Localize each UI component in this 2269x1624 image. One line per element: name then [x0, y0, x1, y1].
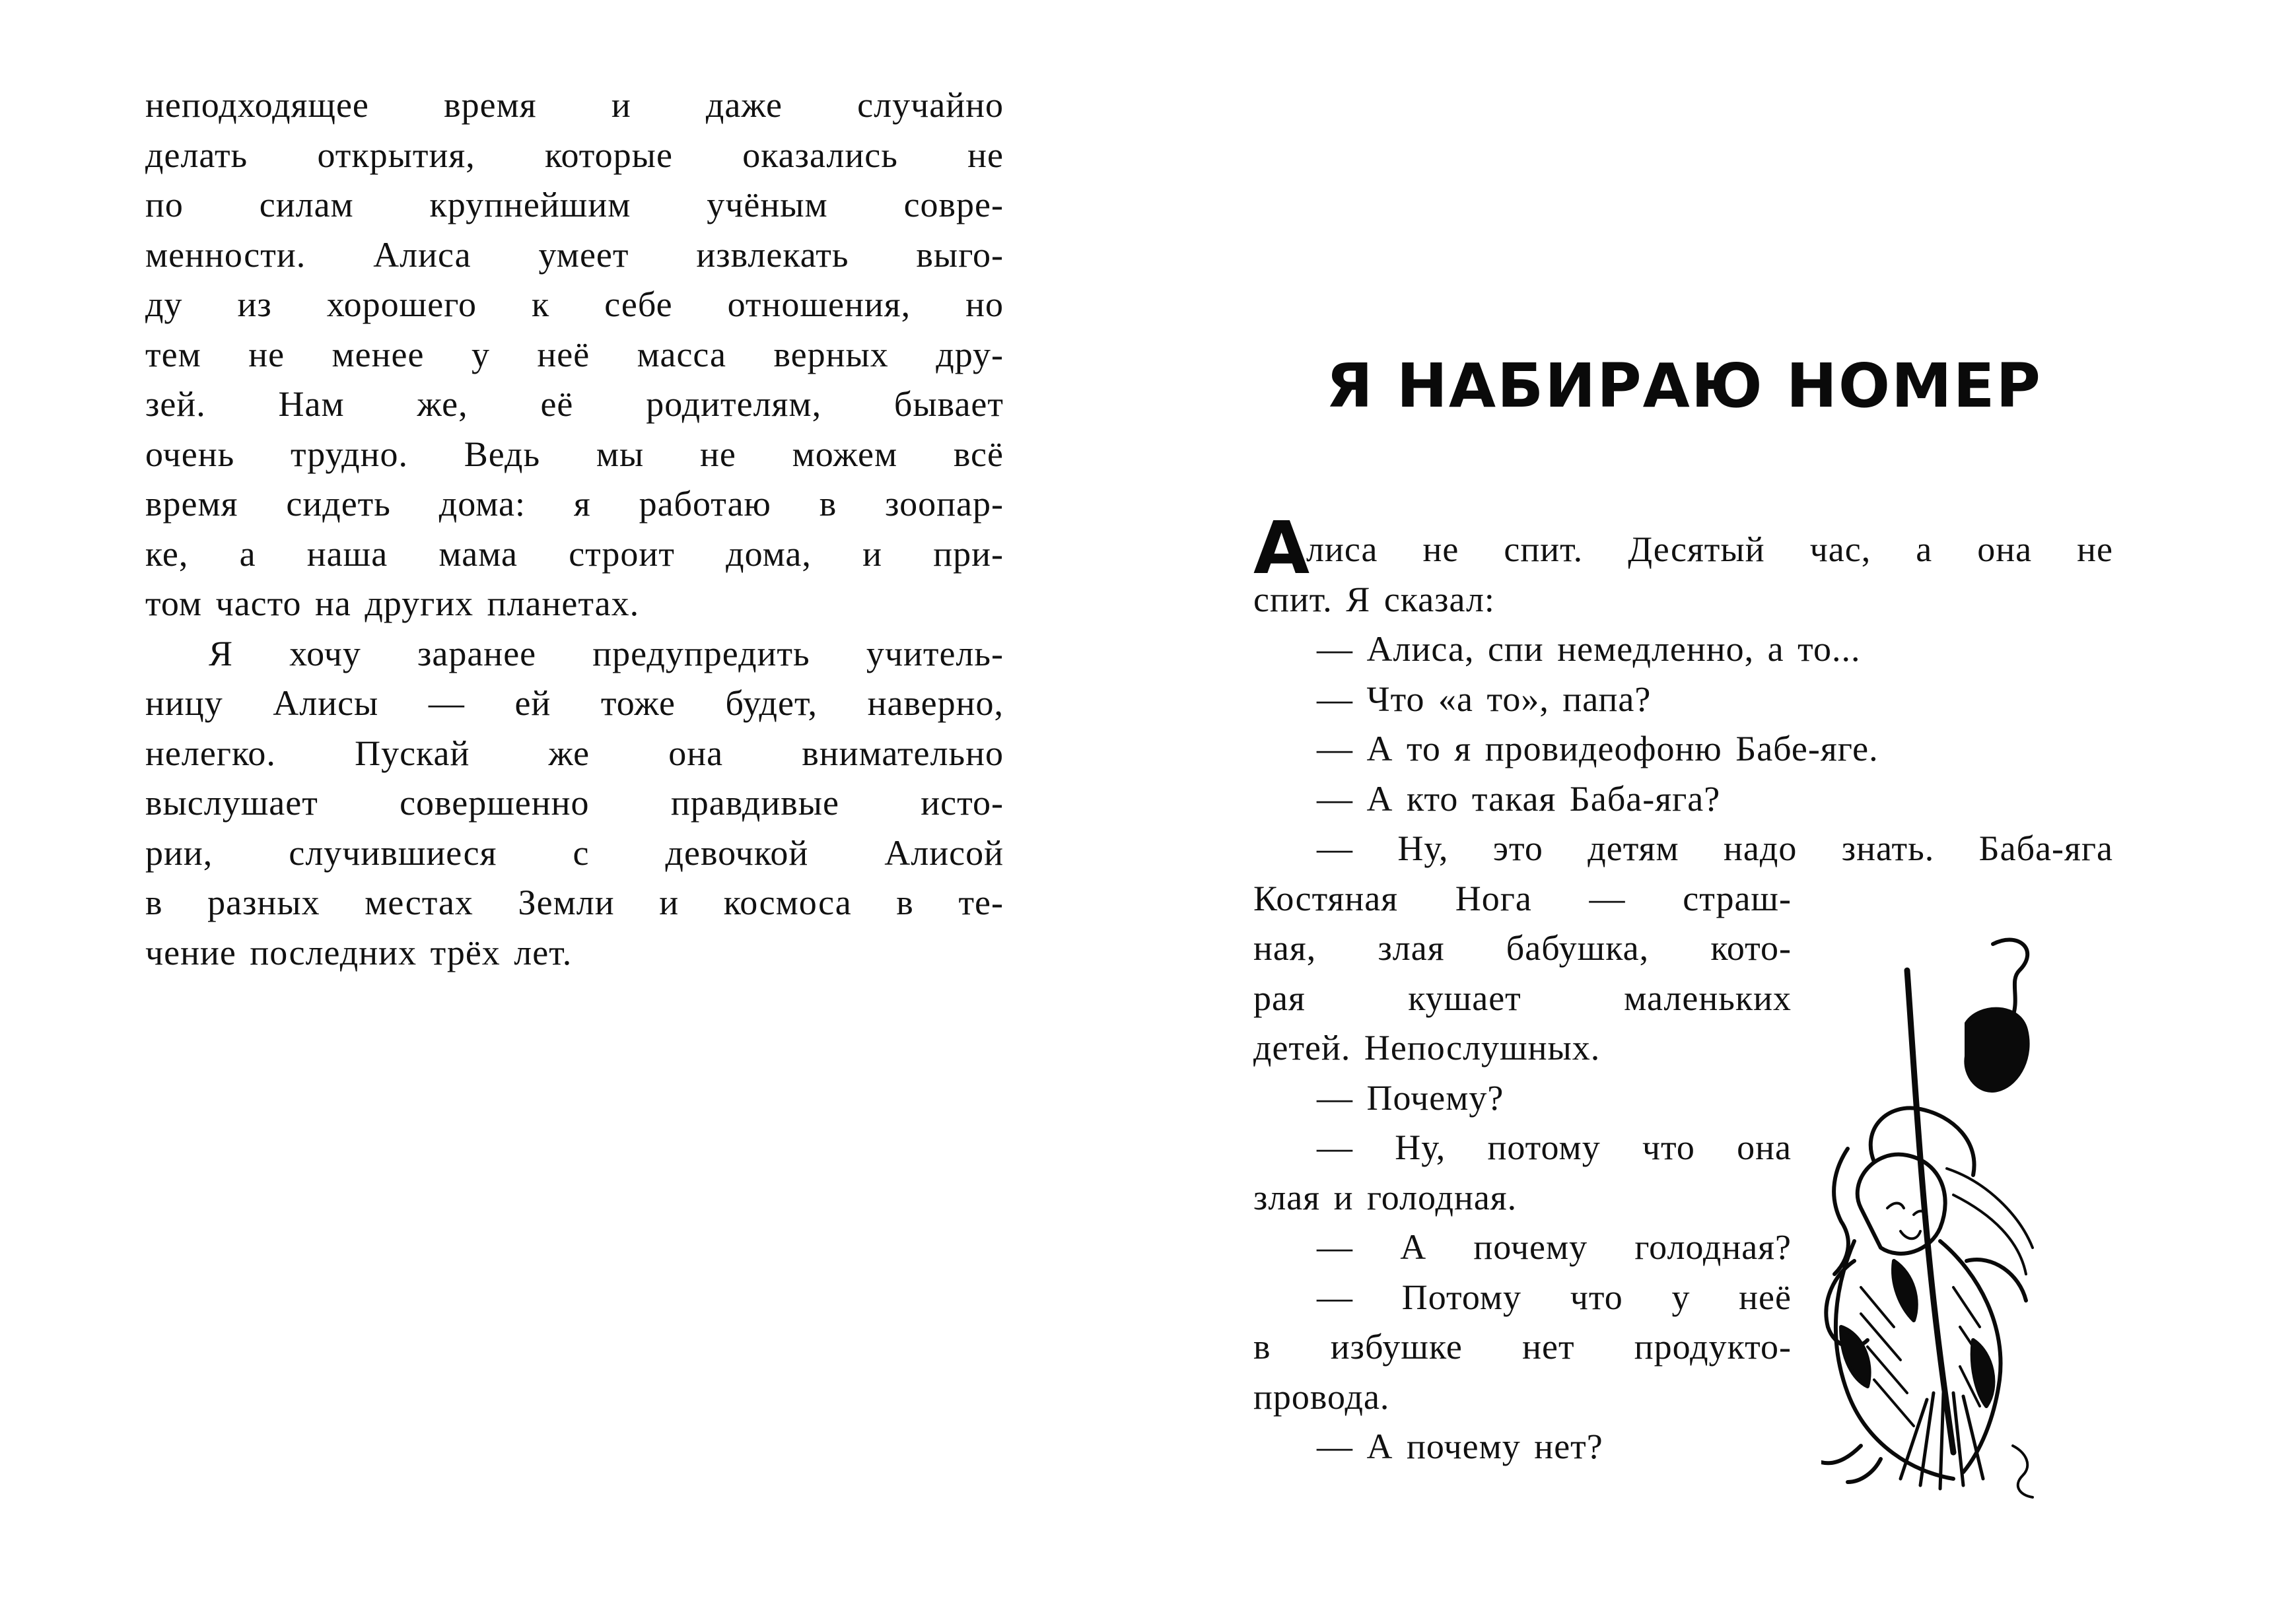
text-line: в избушке нет продукто-: [1253, 1327, 1792, 1367]
text-line: ду из хорошего к себе отношения, но: [145, 285, 1004, 324]
text-line: злая и голодная.: [1253, 1177, 1518, 1217]
text-line: нелегко. Пускай же она внимательно: [145, 733, 1004, 773]
text-line: в разных местах Земли и космоса в те-: [145, 883, 1004, 922]
dialog-line: — Алиса, спи немедленно, а то...: [1317, 629, 1861, 669]
text-line: рая кушает маленьких: [1253, 978, 1792, 1018]
narrow-text-column: [1253, 874, 1792, 1472]
text-line: тем не менее у неё масса верных дру-: [145, 334, 1004, 374]
chapter-title: Я НАБИРАЮ НОМЕР: [1326, 351, 2042, 421]
text-line: время сидеть дома: я работаю в зоопар-: [145, 484, 1004, 524]
dialog-line: — А почему нет?: [1317, 1427, 1603, 1466]
text-line: спит. Я сказал:: [1253, 579, 1495, 619]
dialog-line: — А почему голодная?: [1317, 1227, 1792, 1267]
dialog-line: — Ну, потому что она: [1317, 1128, 1792, 1167]
left-page: [0, 0, 1134, 1624]
right-page: [1134, 0, 2269, 1624]
dialog-line: — Почему?: [1317, 1077, 1504, 1118]
left-page-text: [145, 81, 1004, 978]
text-line: неподходящее время и даже случайно: [145, 85, 1004, 125]
text-line: лиса не спит. Десятый час, а она не: [1306, 529, 2113, 569]
baba-yaga-illustration-icon: [1821, 931, 2046, 1499]
text-line: чение последних трёх лет.: [145, 932, 573, 972]
text-line: зей. Нам же, её родителям, бывает: [145, 384, 1004, 424]
text-line: детей. Непослушных.: [1253, 1028, 1601, 1067]
text-line: Костяная Нога — страш-: [1253, 878, 1792, 918]
text-line: том часто на других планетах.: [145, 584, 640, 623]
text-line: менности. Алиса умеет извлекать выго-: [145, 234, 1004, 275]
text-line: делать открытия, которые оказались не: [145, 135, 1004, 175]
drop-cap: А: [1253, 506, 1310, 590]
text-line: очень трудно. Ведь мы не можем всё: [145, 434, 1004, 474]
dialog-line: — Ну, это детям надо знать. Баба-яга: [1317, 829, 2113, 868]
dialog-line: — А кто такая Баба-яга?: [1317, 778, 1721, 819]
dialog-line: — А то я провидеофоню Бабе-яге.: [1317, 729, 1879, 768]
text-line: по силам крупнейшим учёным совре-: [145, 185, 1004, 224]
text-line: рии, случившиеся с девочкой Алисой: [145, 832, 1004, 873]
text-line: ке, а наша мама строит дома, и при-: [145, 533, 1004, 574]
dialog-line: — Что «а то», папа?: [1317, 679, 1652, 719]
text-line: выслушает совершенно правдивые исто-: [145, 783, 1004, 823]
text-line: ницу Алисы — ей тоже будет, наверно,: [145, 683, 1004, 723]
paragraph-first-line: Я хочу заранее предупредить учитель-: [209, 633, 1004, 673]
text-line: провода.: [1253, 1376, 1390, 1417]
dialog-line: — Потому что у неё: [1317, 1277, 1792, 1317]
text-line: ная, злая бабушка, кото-: [1253, 928, 1792, 968]
